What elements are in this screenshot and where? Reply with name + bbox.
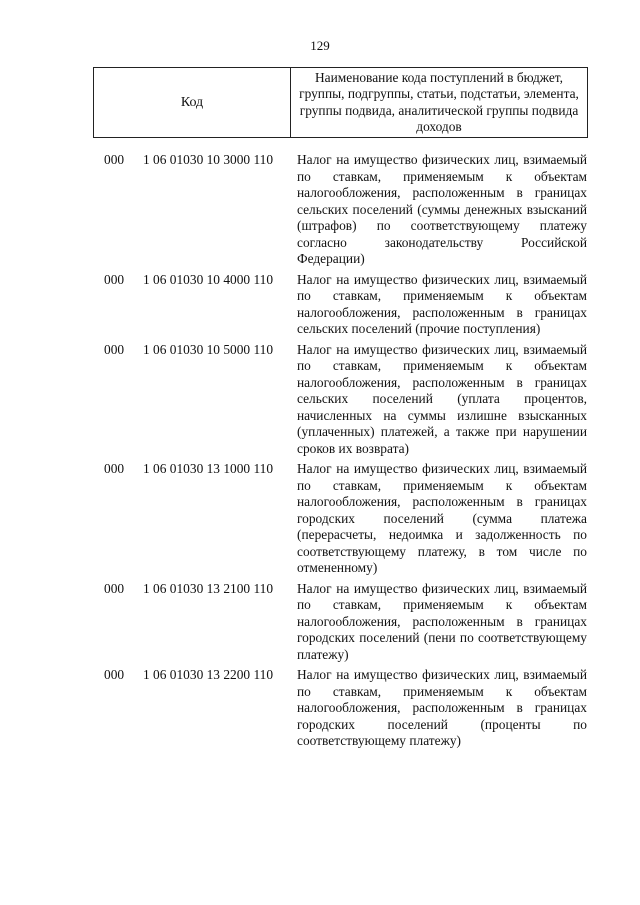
revenue-code-list	[0, 152, 640, 754]
revenue-code: 1 06 01030 10 4000 110	[143, 271, 274, 287]
admin-code: 000	[104, 271, 125, 287]
table-row	[0, 461, 640, 577]
admin-code: 000	[104, 461, 125, 476]
page-number: 129	[310, 38, 330, 53]
revenue-description: Налог на имущество физических лиц, взимаемый по ставкам, применяемым к объектам налогообложения, расположенным в границах городских поселений (сумма платежа (перерасчеты, недоимка и задолженность по соответствующему платежу, в том числе по отмененному)	[297, 461, 587, 575]
admin-code: 000	[104, 152, 125, 167]
revenue-description: Налог на имущество физических лиц, взимаемый по ставкам, применяемым к объектам налогообложения, расположенным в границах сельских поселений (уплата процентов, начисленных на суммы излишне взысканных (уплаченных) платежей, а также при нарушении сроков их возврата)	[297, 341, 587, 456]
table-header	[93, 67, 588, 138]
revenue-description: Налог на имущество физических лиц, взимаемый по ставкам, применяемым к объектам налогообложения, расположенным в границах городских поселений (проценты по соответствующему платежу)	[297, 667, 587, 748]
table-row	[0, 581, 640, 664]
table-row	[0, 152, 640, 268]
revenue-code: 1 06 01030 10 3000 110	[143, 152, 274, 167]
revenue-description: Налог на имущество физических лиц, взимаемый по ставкам, применяемым к объектам налогообложения, расположенным в границах сельских поселений (суммы денежных взысканий (штрафов) по соответствующему платежу согласно законодательству Российской Федерации)	[297, 152, 587, 266]
revenue-description: Налог на имущество физических лиц, взимаемый по ставкам, применяемым к объектам налогообложения, расположенным в границах сельских поселений (прочие поступления)	[297, 271, 587, 336]
table-row	[0, 272, 640, 338]
admin-code: 000	[104, 580, 125, 596]
table-row	[0, 667, 640, 750]
revenue-code: 1 06 01030 10 5000 110	[143, 341, 274, 357]
header-code-label: Код	[94, 68, 291, 137]
revenue-code: 1 06 01030 13 2100 110	[143, 580, 274, 596]
revenue-code: 1 06 01030 13 1000 110	[143, 461, 274, 476]
table-row	[0, 342, 640, 458]
header-name-label: Наименование кода поступлений в бюджет, группы, подгруппы, статьи, подстатьи, элемента, группы подвида, аналитической группы подвида доходов	[299, 69, 579, 134]
admin-code: 000	[104, 341, 125, 357]
admin-code: 000	[104, 667, 125, 682]
revenue-description: Налог на имущество физических лиц, взимаемый по ставкам, применяемым к объектам налогообложения, расположенным в границах городских поселений (пени по соответствующему платежу)	[297, 580, 587, 662]
revenue-code: 1 06 01030 13 2200 110	[143, 667, 274, 682]
